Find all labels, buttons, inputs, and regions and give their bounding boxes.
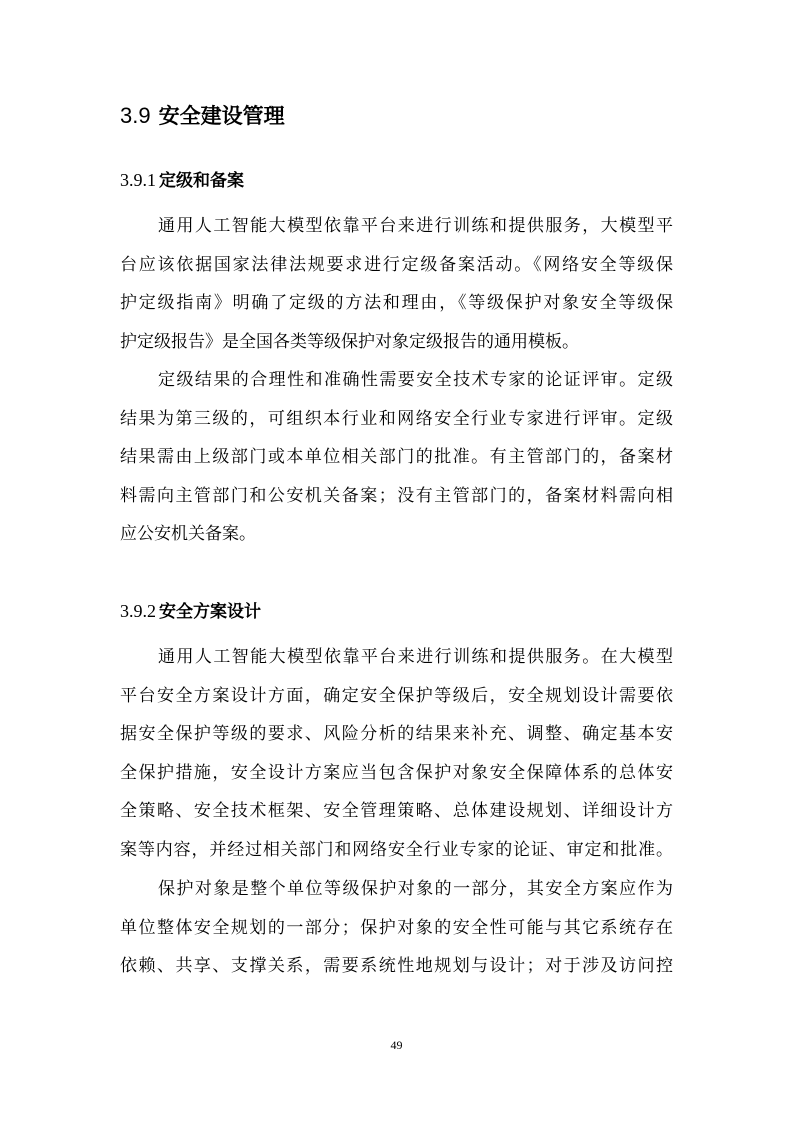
subsection-title: 安全方案设计 (159, 602, 261, 622)
text-line: 通用人工智能大模型依靠平台来进行训练和提供服务。在大模型 (158, 647, 673, 667)
text-line: 案等内容，并经过相关部门和网络安全行业专家的论证、审定和批准。 (120, 839, 673, 860)
text-line: 料需向主管部门和公安机关备案；没有主管部门的，备案材料需向相 (120, 485, 673, 506)
section-heading (120, 100, 285, 130)
paragraph (120, 870, 673, 986)
page-number: 49 (390, 1038, 403, 1052)
section-number: 3.9 (120, 103, 151, 128)
text-line: 结果需由上级部门或本单位相关部门的批准。有主管部门的，备案材 (120, 447, 673, 468)
text-line: 护定级指南》明确了定级的方法和理由，《等级保护对象安全等级保 (120, 293, 673, 314)
subsection-number: 3.9.1 (120, 170, 156, 190)
text-line: 全保护措施，安全设计方案应当包含保护对象安全保障体系的总体安 (120, 762, 673, 783)
text-line: 护定级报告》是全国各类等级保护对象定级报告的通用模板。 (120, 331, 579, 352)
subsection-heading-3-9-2 (120, 597, 261, 622)
section-title: 安全建设管理 (158, 104, 285, 128)
text-line: 保护对象是整个单位等级保护对象的一部分，其安全方案应作为 (158, 879, 673, 899)
text-line: 平台安全方案设计方面，确定安全保护等级后，安全规划设计需要依 (120, 685, 673, 706)
subsection-title: 定级和备案 (159, 171, 244, 191)
text-line: 结果为第三级的，可组织本行业和网络安全行业专家进行评审。定级 (120, 408, 673, 429)
text-line: 台应该依据国家法律法规要求进行定级备案活动。《网络安全等级保 (120, 254, 673, 275)
text-line: 定级结果的合理性和准确性需要安全技术专家的论证评审。定级 (158, 370, 673, 390)
subsection-heading-3-9-1 (120, 166, 244, 191)
text-line: 单位整体安全规划的一部分；保护对象的安全性可能与其它系统存在 (120, 917, 673, 938)
text-line: 通用人工智能大模型依靠平台来进行训练和提供服务，大模型平 (158, 216, 673, 236)
text-line: 应公安机关备案。 (120, 524, 256, 545)
paragraph (120, 361, 673, 554)
subsection-number: 3.9.2 (120, 601, 156, 621)
text-line: 据安全保护等级的要求、风险分析的结果来补充、调整、确定基本安 (120, 724, 673, 745)
text-line: 全策略、安全技术框架、安全管理策略、总体建设规划、详细设计方 (120, 801, 673, 822)
paragraph (120, 207, 673, 361)
paragraph (120, 638, 673, 870)
text-line: 依赖、共享、支撑关系，需要系统性地规划与设计；对于涉及访问控 (120, 956, 673, 977)
